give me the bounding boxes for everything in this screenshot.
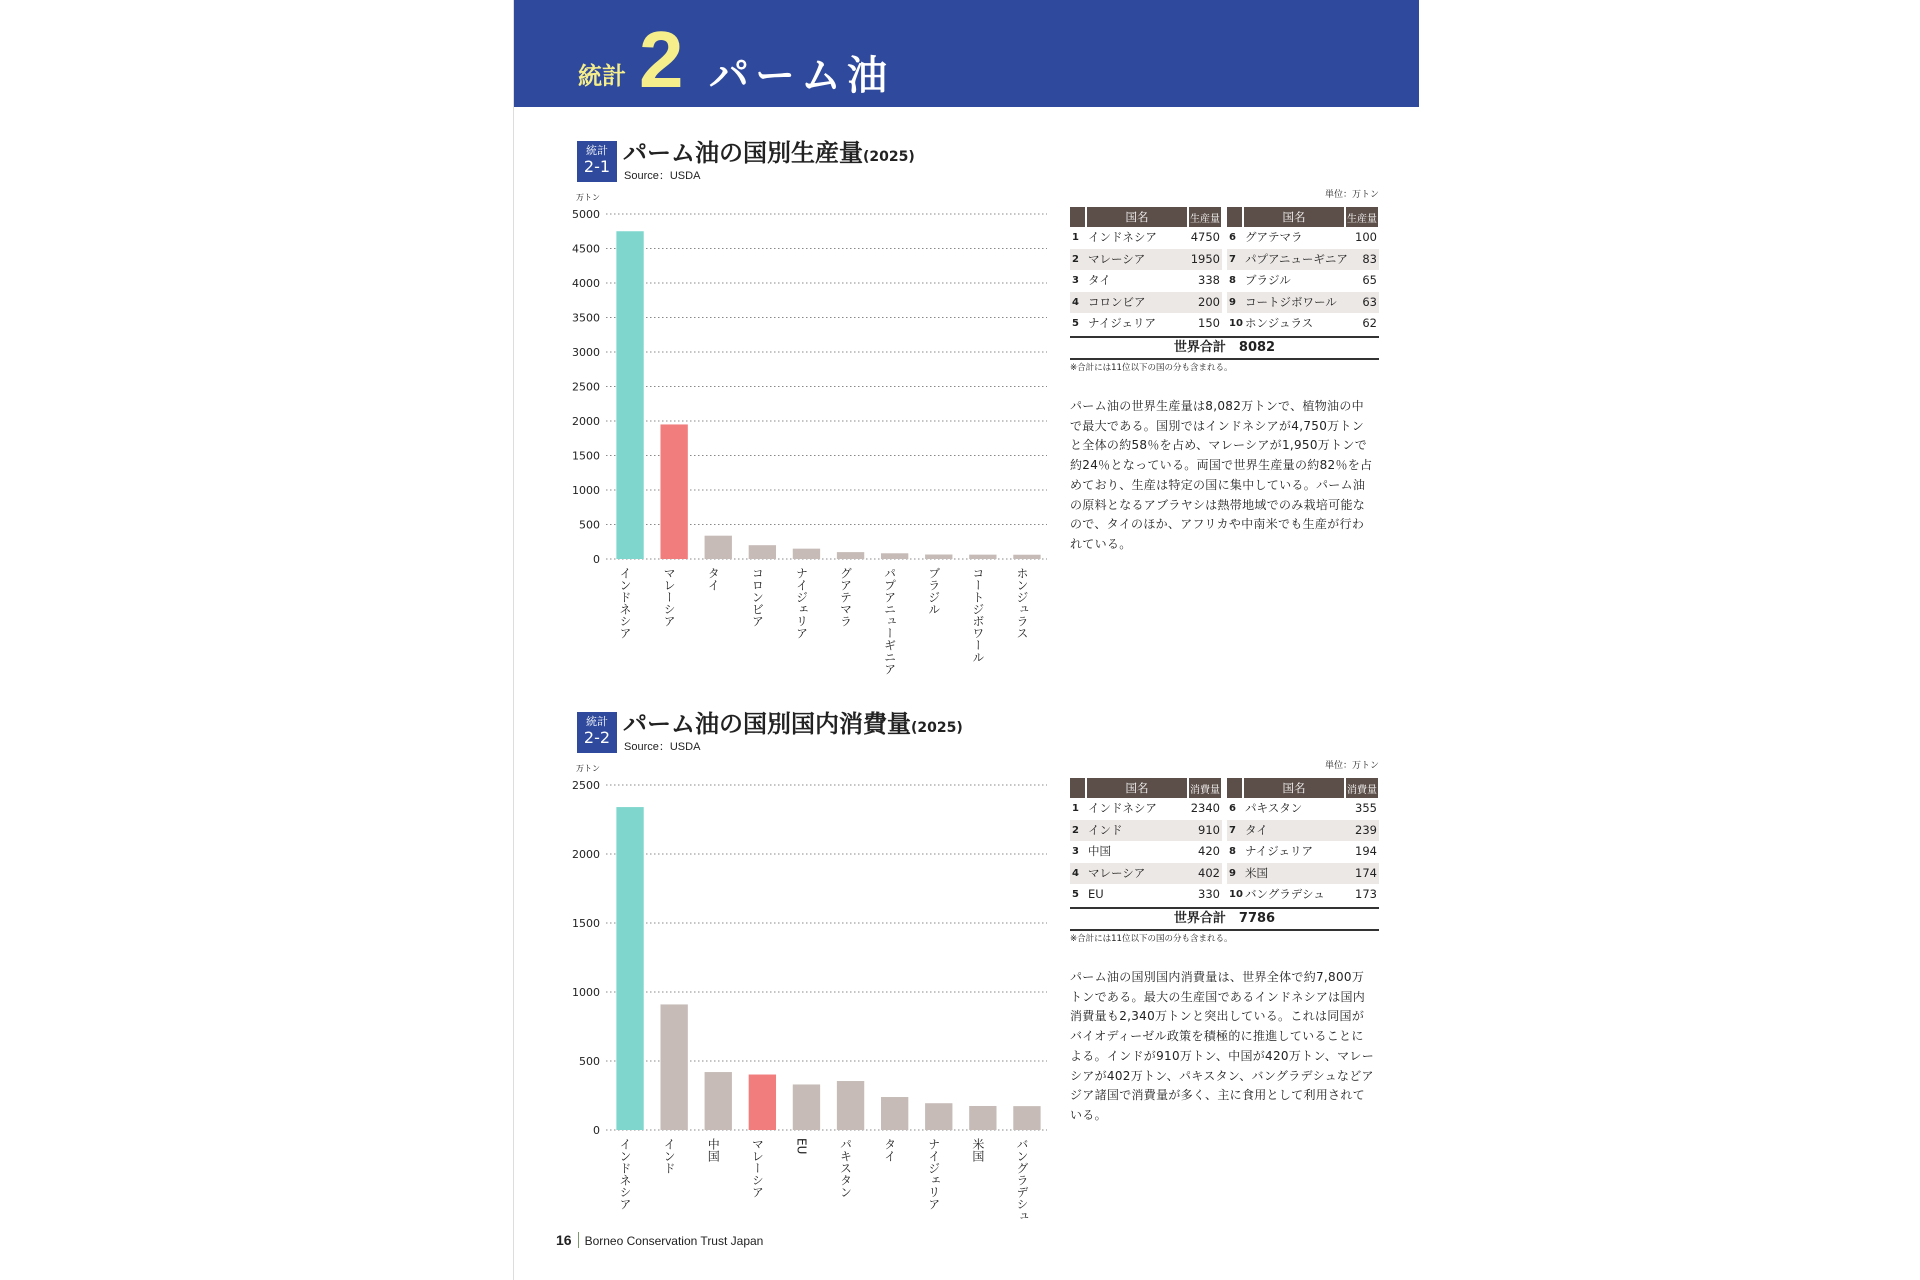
bar (616, 231, 643, 559)
bar (749, 1075, 776, 1130)
bar (925, 1103, 952, 1130)
x-tick-label: マレーシア (750, 1138, 765, 1198)
th-rank (1227, 778, 1243, 798)
rank: 4 (1070, 863, 1086, 885)
bar (660, 1004, 687, 1130)
rank: 9 (1227, 292, 1243, 314)
source: Source：USDA (624, 170, 701, 182)
country: タイ (1243, 820, 1345, 842)
th-rank (1070, 207, 1086, 227)
x-tick-label: グアテマラ (838, 567, 853, 627)
section-title (623, 710, 963, 742)
value: 62 (1362, 316, 1377, 330)
value: 4750 (1190, 230, 1220, 244)
y-tick-label: 2000 (572, 848, 600, 861)
x-tick-label: ナイジェリア (794, 567, 809, 639)
country: ブラジル (1245, 273, 1291, 287)
bar (705, 1072, 732, 1130)
value: 402 (1188, 863, 1222, 885)
world-total: 世界合計 8082 (1070, 336, 1379, 360)
x-tick-label: 米国 (970, 1138, 985, 1162)
chapter-header (514, 0, 1419, 107)
th-value: 消費量 (1345, 778, 1379, 798)
value: 1950 (1188, 249, 1222, 271)
y-axis-unit: 万トン (576, 764, 600, 773)
bar (881, 553, 908, 559)
table-row (1227, 820, 1379, 842)
bar (881, 1097, 908, 1130)
description: パーム油の世界生産量は8,082万トンで、植物油の中で最大である。国別ではインドネシアが4,750万トンと全体の約58％を占め、マレーシアが1,950万トンで約24％となっている。両国で世界生産量の約82％を占めており、生産は特定の国に集中している。パーム油の原料となるアブラヤシは熱帯地域でのみ栽培可能なので、タイのほか、アフリカや中南米でも生産が行われている。 (1070, 399, 1373, 551)
total-note: ※合計には11位以下の国の分も含まれる。 (1070, 934, 1233, 944)
value: 910 (1188, 820, 1222, 842)
value: 173 (1355, 887, 1377, 901)
table-row (1070, 820, 1222, 842)
value: 65 (1362, 273, 1377, 287)
bar (925, 555, 952, 559)
table-row (1070, 270, 1222, 292)
y-tick-label: 3000 (572, 346, 600, 359)
table-row (1070, 841, 1222, 863)
unit-label: 単位：万トン (1324, 190, 1379, 200)
rank: 7 (1227, 820, 1243, 842)
country: マレーシア (1086, 249, 1188, 271)
rank: 9 (1227, 863, 1243, 885)
bar (616, 807, 643, 1130)
table-row (1070, 884, 1222, 906)
bar (1013, 555, 1040, 559)
x-tick-label: バングラデシュ (1014, 1138, 1029, 1222)
x-tick-label: インドネシア (618, 1138, 633, 1210)
country: グアテマラ (1245, 230, 1303, 244)
rank: 6 (1229, 803, 1236, 814)
page (513, 0, 1419, 1280)
y-tick-label: 1000 (572, 986, 600, 999)
table-row (1070, 798, 1222, 820)
th-value: 生産量 (1345, 207, 1379, 227)
title-text: パーム油の国別国内消費量 (623, 710, 911, 738)
badge-number: 2-2 (583, 728, 611, 747)
ranking-table (1227, 778, 1380, 906)
bar (969, 555, 996, 559)
table-row (1070, 863, 1222, 885)
country: 米国 (1243, 863, 1345, 885)
x-tick-label: ホンジュラス (1014, 567, 1029, 639)
y-tick-label: 2500 (572, 380, 600, 394)
x-tick-label: 中国 (706, 1138, 721, 1162)
x-tick-label: タイ (882, 1138, 897, 1162)
value: 83 (1345, 249, 1379, 271)
description: パーム油の国別国内消費量は、世界全体で約7,800万トンである。最大の生産国であるインドネシアは国内消費量も2,340万トンと突出している。これは同国がバイオディーゼル政策を積極的に推進していることによる。インドが910万トン、中国が420万トン、マレーシアが402万トン、パキスタン、バングラデシュなどアジア諸国で消費量が多く、主に食用として利用されている。 (1070, 970, 1374, 1122)
y-tick-label: 1500 (572, 917, 600, 930)
x-tick-label: コートジボワール (970, 567, 985, 663)
country: ナイジェリア (1245, 844, 1313, 858)
table-row (1227, 884, 1379, 906)
y-tick-label: 0 (593, 553, 600, 566)
th-country: 国名 (1243, 778, 1345, 798)
country: タイ (1088, 273, 1111, 287)
rank: 2 (1070, 820, 1086, 842)
rank: 5 (1072, 889, 1079, 900)
y-tick-label: 4500 (572, 242, 600, 256)
th-rank (1227, 207, 1243, 227)
th-rank (1070, 778, 1086, 798)
country: コロンビア (1086, 292, 1188, 314)
country: EU (1088, 887, 1104, 901)
y-tick-label: 2500 (572, 779, 600, 792)
chapter-number: 2 (639, 15, 684, 104)
rank: 6 (1229, 232, 1236, 243)
table-row (1227, 249, 1379, 271)
source: Source：USDA (624, 741, 701, 753)
table-row (1070, 313, 1222, 335)
bar (660, 424, 687, 559)
value: 239 (1345, 820, 1379, 842)
chapter-prefix: 統計 (578, 62, 626, 90)
value: 355 (1355, 801, 1377, 815)
th-country: 国名 (1243, 207, 1345, 227)
ranking-table (1070, 778, 1223, 906)
x-tick-label: ナイジェリア (926, 1138, 941, 1210)
value: 420 (1198, 844, 1220, 858)
bar (837, 1081, 864, 1130)
section-title (623, 139, 915, 171)
y-tick-label: 4000 (572, 277, 600, 290)
y-tick-label: 500 (579, 518, 600, 532)
badge-label: 統計 (586, 144, 608, 157)
value: 194 (1355, 844, 1377, 858)
rank: 5 (1072, 318, 1079, 329)
y-tick-label: 2000 (572, 415, 600, 428)
y-tick-label: 5000 (572, 208, 600, 221)
country: インドネシア (1088, 801, 1157, 815)
bar (749, 545, 776, 559)
value: 174 (1345, 863, 1379, 885)
bar (793, 1084, 820, 1130)
bar (1013, 1106, 1040, 1130)
x-tick-label: インド (662, 1138, 677, 1174)
rank: 4 (1070, 292, 1086, 314)
value: 63 (1345, 292, 1379, 314)
rank: 1 (1072, 232, 1079, 243)
table-row (1227, 292, 1379, 314)
badge-label: 統計 (586, 715, 608, 728)
y-tick-label: 1000 (572, 484, 600, 497)
country: 中国 (1088, 844, 1111, 858)
y-axis-unit: 万トン (576, 193, 600, 202)
value: 338 (1198, 273, 1220, 287)
country: インドネシア (1088, 230, 1157, 244)
table-row (1227, 227, 1379, 249)
section-badge (577, 141, 617, 182)
total-note: ※合計には11位以下の国の分も含まれる。 (1070, 363, 1233, 373)
rank: 3 (1072, 846, 1079, 857)
country: パキスタン (1245, 801, 1303, 815)
value: 330 (1198, 887, 1220, 901)
ranking-table (1070, 207, 1223, 335)
title-year: (2025) (911, 720, 963, 736)
table-row (1227, 863, 1379, 885)
country: マレーシア (1086, 863, 1188, 885)
x-tick-label: タイ (706, 567, 721, 591)
badge-number: 2-1 (583, 157, 611, 176)
rank: 3 (1072, 275, 1079, 286)
x-tick-label: EU (794, 1138, 809, 1155)
x-tick-label: マレーシア (662, 567, 677, 627)
th-value: 生産量 (1188, 207, 1222, 227)
section-badge (577, 712, 617, 753)
x-tick-label: ブラジル (926, 567, 941, 615)
th-country: 国名 (1086, 207, 1188, 227)
chapter-title: パーム油 (709, 53, 893, 99)
rank: 1 (1072, 803, 1079, 814)
table-row (1070, 249, 1222, 271)
th-value: 消費量 (1188, 778, 1222, 798)
world-total: 世界合計 7786 (1070, 907, 1379, 931)
table-row (1070, 227, 1222, 249)
table-row (1070, 292, 1222, 314)
rank: 10 (1229, 889, 1243, 900)
unit-label: 単位：万トン (1324, 761, 1379, 771)
table-row (1227, 313, 1379, 335)
bar (969, 1106, 996, 1130)
x-tick-label: パキスタン (838, 1138, 853, 1198)
value: 150 (1198, 316, 1220, 330)
bar (793, 549, 820, 559)
footer (556, 1232, 763, 1248)
value: 200 (1188, 292, 1222, 314)
table-row (1227, 798, 1379, 820)
page-number: 16 (556, 1232, 579, 1248)
country: パプアニューギニア (1243, 249, 1345, 271)
country: バングラデシュ (1245, 887, 1325, 901)
value: 100 (1355, 230, 1377, 244)
x-tick-label: パプアニューギニア (882, 567, 897, 675)
bar (705, 536, 732, 559)
rank: 8 (1229, 275, 1236, 286)
x-tick-label: インドネシア (618, 567, 633, 639)
ranking-table (1227, 207, 1380, 335)
rank: 8 (1229, 846, 1236, 857)
title-text: パーム油の国別生産量 (623, 139, 863, 167)
rank: 10 (1229, 318, 1243, 329)
table-row (1227, 841, 1379, 863)
country: ホンジュラス (1245, 316, 1314, 330)
rank: 2 (1070, 249, 1086, 271)
x-tick-label: コロンビア (750, 567, 765, 627)
bar (837, 552, 864, 559)
footer-org: Borneo Conservation Trust Japan (584, 1234, 764, 1248)
y-tick-label: 0 (593, 1124, 600, 1137)
y-tick-label: 1500 (572, 449, 600, 463)
y-tick-label: 3500 (572, 311, 600, 325)
y-tick-label: 500 (579, 1055, 600, 1068)
title-year: (2025) (863, 149, 915, 165)
country: インド (1086, 820, 1188, 842)
country: ナイジェリア (1088, 316, 1156, 330)
country: コートジボワール (1243, 292, 1345, 314)
table-row (1227, 270, 1379, 292)
rank: 7 (1227, 249, 1243, 271)
th-country: 国名 (1086, 778, 1188, 798)
value: 2340 (1190, 801, 1220, 815)
